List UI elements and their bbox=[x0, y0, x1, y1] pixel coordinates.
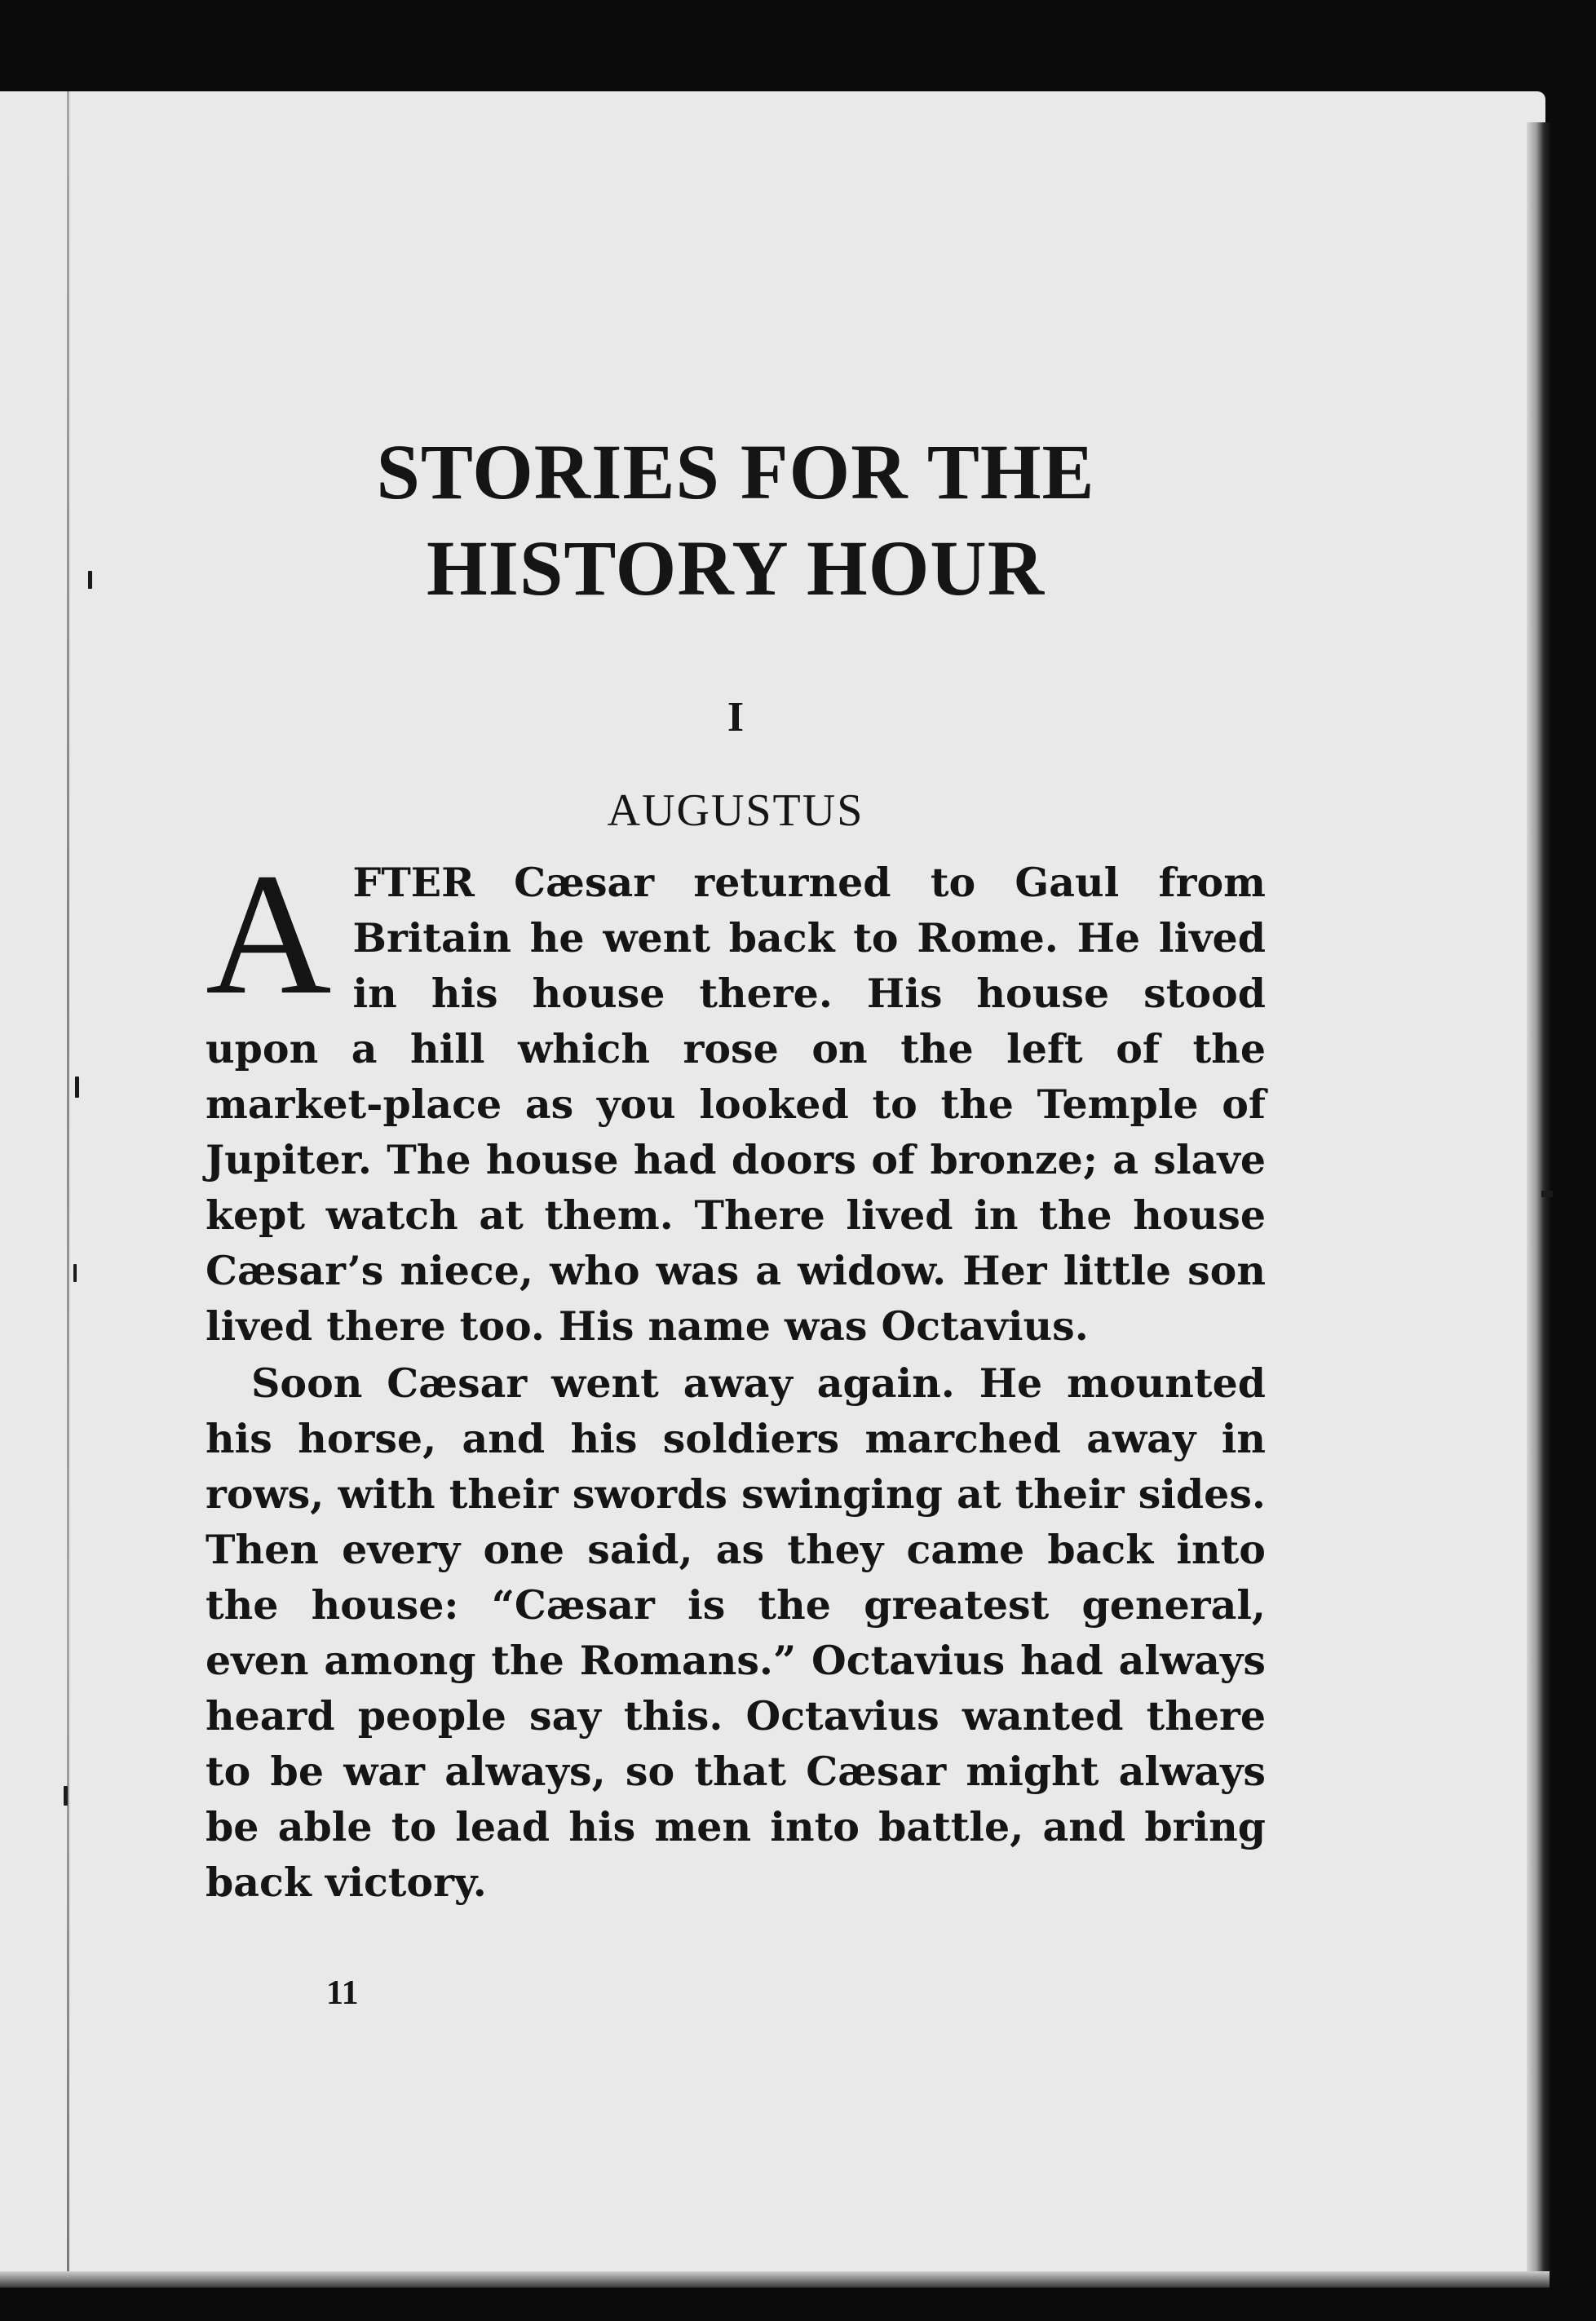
chapter-number: I bbox=[727, 694, 745, 741]
paragraph-1 bbox=[206, 838, 1266, 1354]
chapter-title: AUGUSTUS bbox=[607, 785, 864, 836]
paragraph-1-text: FTER Cæsar returned to Gaul from Britain he went back to Rome. He lived in his house there. His house stood upon a hill which rose on the left of the market-place as you looked to the Temple of Jupiter. The house had doors of bronze; a slave kept watch at them. There lived in the house Cæsar’s niece, who was a widow. Her little son lived there too. His name was Octavius. bbox=[206, 859, 1266, 1350]
book-title-line-1: STORIES FOR THE bbox=[376, 428, 1095, 515]
scan-speck bbox=[1541, 1191, 1553, 1197]
paragraph-2: Soon Cæsar went away again. He mounted his horse, and his soldiers marched away in rows, with their swords swinging at their sides. Then every one said, as they came back into the house: “Cæsar is the greatest general, even among the Romans.” Octavius had always heard people say this. Octavius wanted there to be war always, so that Cæsar might always be able to lead his men into battle, and bring back victory. bbox=[206, 1359, 1266, 1906]
page-edge-shadow bbox=[1527, 122, 1551, 2275]
book-title bbox=[206, 424, 1266, 617]
scan-speck bbox=[75, 1077, 79, 1098]
page-number: 11 bbox=[326, 1974, 359, 2012]
bottom-edge-shadow bbox=[0, 2271, 1550, 2288]
scan-speck bbox=[73, 1264, 77, 1282]
scan-speck bbox=[88, 571, 92, 589]
scan-speck bbox=[64, 1786, 68, 1806]
chapter-body bbox=[206, 838, 1266, 1910]
book-title-line-2: HISTORY HOUR bbox=[426, 524, 1046, 612]
gutter-line bbox=[67, 91, 69, 2277]
page-text bbox=[206, 424, 1266, 1910]
drop-cap: A bbox=[206, 838, 332, 1031]
